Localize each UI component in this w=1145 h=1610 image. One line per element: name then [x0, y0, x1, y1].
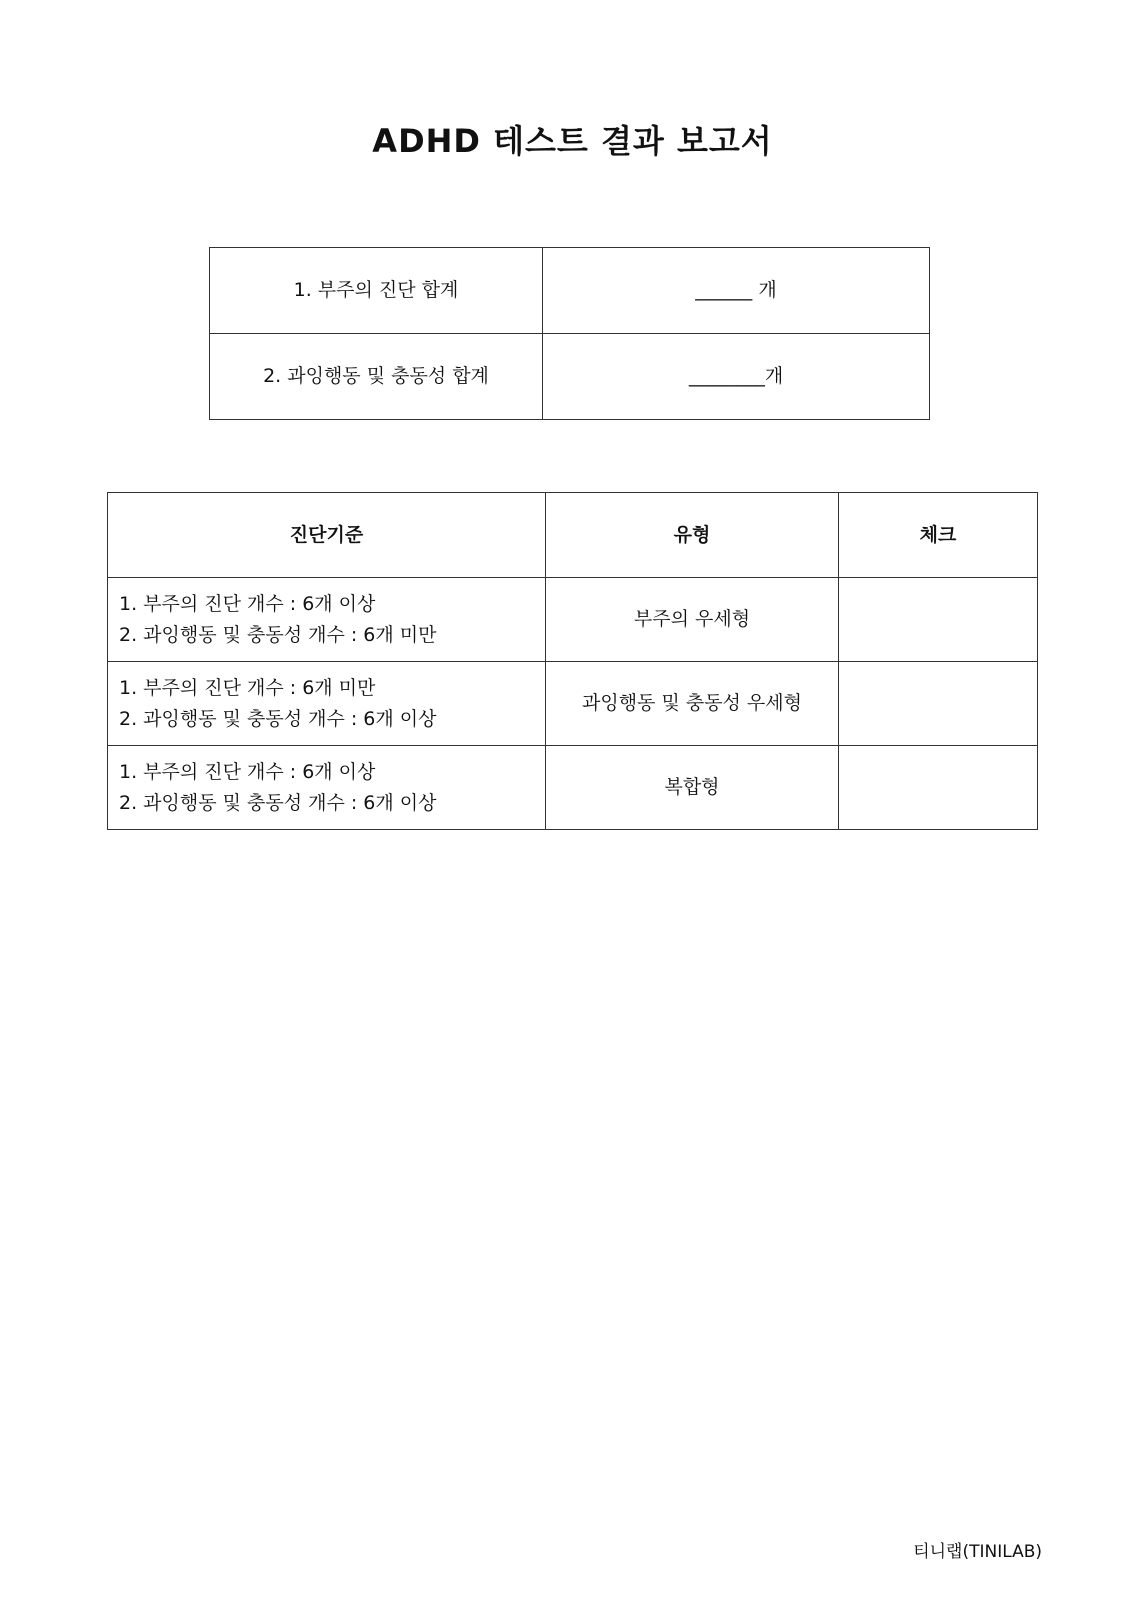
- condition-line-2: 2. 과잉행동 및 충동성 개수 : 6개 이상: [119, 791, 437, 814]
- table-row: [108, 662, 1038, 746]
- condition-line-2: 2. 과잉행동 및 충동성 개수 : 6개 이상: [119, 707, 437, 730]
- criteria-table: [107, 492, 1038, 830]
- criteria-type: 복합형: [546, 746, 839, 830]
- condition-line-1: 1. 부주의 진단 개수 : 6개 이상: [119, 592, 376, 615]
- summary-table: [209, 247, 930, 420]
- summary-value-blank[interactable]: ______ 개: [543, 248, 930, 334]
- header-criteria: 진단기준: [108, 493, 546, 578]
- footer-brand: 티니랩(TINILAB): [913, 1542, 1042, 1562]
- summary-label: 2. 과잉행동 및 충동성 합계: [210, 334, 543, 420]
- document-title: ADHD 테스트 결과 보고서: [372, 122, 773, 160]
- summary-label: 1. 부주의 진단 합계: [210, 248, 543, 334]
- criteria-condition: [108, 578, 546, 662]
- summary-row-hyperactivity: [210, 334, 930, 420]
- criteria-condition: [108, 746, 546, 830]
- check-cell[interactable]: [839, 746, 1038, 830]
- table-row: [108, 746, 1038, 830]
- summary-value-blank[interactable]: ________개: [543, 334, 930, 420]
- criteria-type: 부주의 우세형: [546, 578, 839, 662]
- criteria-condition: [108, 662, 546, 746]
- criteria-header-row: [108, 493, 1038, 578]
- condition-line-1: 1. 부주의 진단 개수 : 6개 이상: [119, 760, 376, 783]
- header-check: 체크: [839, 493, 1038, 578]
- table-row: [108, 578, 1038, 662]
- condition-line-1: 1. 부주의 진단 개수 : 6개 미만: [119, 676, 376, 699]
- condition-line-2: 2. 과잉행동 및 충동성 개수 : 6개 미만: [119, 623, 437, 646]
- check-cell[interactable]: [839, 662, 1038, 746]
- header-type: 유형: [546, 493, 839, 578]
- criteria-type: 과잉행동 및 충동성 우세형: [546, 662, 839, 746]
- summary-row-inattention: [210, 248, 930, 334]
- check-cell[interactable]: [839, 578, 1038, 662]
